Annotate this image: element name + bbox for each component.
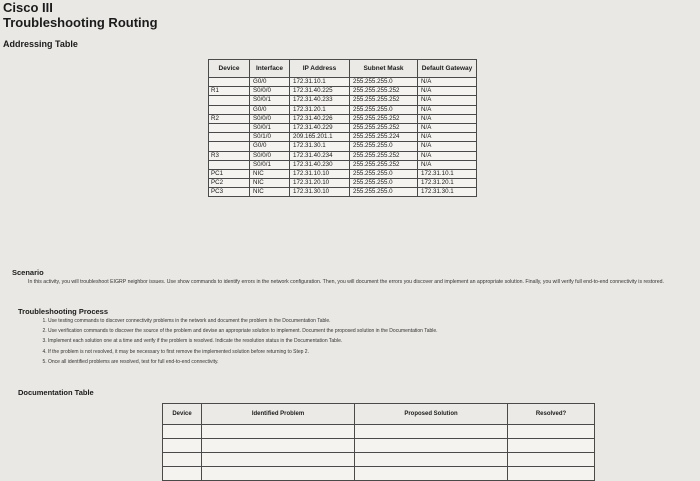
subnet-mask-cell: 255.255.255.0 [350, 169, 418, 178]
addressing-table-header [209, 60, 477, 78]
doc-col-resolved: Resolved? [508, 404, 595, 425]
interface-cell: NIC [250, 169, 290, 178]
ip-address-cell: 172.31.10.1 [290, 78, 350, 87]
ip-address-cell: 172.31.20.10 [290, 179, 350, 188]
interface-cell: S0/0/1 [250, 123, 290, 132]
gateway-cell: N/A [418, 133, 477, 142]
col-interface: Interface [250, 60, 290, 78]
gateway-cell: N/A [418, 87, 477, 96]
addressing-row [209, 188, 477, 197]
col-default-gateway: Default Gateway [418, 60, 477, 78]
documentation-cell [355, 425, 508, 439]
ip-address-cell: 172.31.30.1 [290, 142, 350, 151]
device-cell [209, 133, 250, 142]
ip-address-cell: 172.31.30.10 [290, 188, 350, 197]
documentation-cell [163, 439, 202, 453]
addressing-table [208, 59, 477, 197]
addressing-row [209, 142, 477, 151]
ip-address-cell: 172.31.40.225 [290, 87, 350, 96]
documentation-cell [508, 467, 595, 481]
course-title: Cisco III [3, 0, 53, 15]
documentation-cell [202, 453, 355, 467]
ip-address-cell: 172.31.20.1 [290, 105, 350, 114]
documentation-cell [163, 425, 202, 439]
ip-address-cell: 172.31.40.229 [290, 123, 350, 132]
documentation-cell [508, 425, 595, 439]
scenario-text: In this activity, you will troubleshoot EIGRP neighbor issues. Use show commands to identify errors in the network configuration. Then, you will document the errors you discover and implement an appropriate solution. Finally, you will verify full end-to-end connectivity is restored. [28, 279, 664, 285]
documentation-cell [355, 453, 508, 467]
gateway-cell: N/A [418, 78, 477, 87]
addressing-row [209, 114, 477, 123]
interface-cell: G0/0 [250, 142, 290, 151]
interface-cell: S0/0/1 [250, 96, 290, 105]
page-title: Troubleshooting Routing [3, 15, 158, 30]
documentation-cell [202, 425, 355, 439]
subnet-mask-cell: 255.255.255.252 [350, 151, 418, 160]
ip-address-cell: 172.31.40.230 [290, 160, 350, 169]
step-item: 4. If the problem is not resolved, it may be necessary to first remove the implemented solution before returning to Step 2. [48, 347, 668, 357]
addressing-row [209, 151, 477, 160]
device-cell: PC1 [209, 169, 250, 178]
interface-cell: G0/0 [250, 105, 290, 114]
documentation-cell [163, 453, 202, 467]
ip-address-cell: 209.165.201.1 [290, 133, 350, 142]
documentation-cell [508, 453, 595, 467]
documentation-row [163, 425, 595, 439]
process-heading: Troubleshooting Process [18, 307, 109, 316]
subnet-mask-cell: 255.255.255.252 [350, 160, 418, 169]
doc-col-problem: Identified Problem [202, 404, 355, 425]
device-cell: R2 [209, 114, 250, 123]
addressing-table-heading: Addressing Table [3, 39, 78, 49]
gateway-cell: N/A [418, 142, 477, 151]
subnet-mask-cell: 255.255.255.252 [350, 87, 418, 96]
doc-col-device: Device [163, 404, 202, 425]
addressing-row [209, 169, 477, 178]
documentation-table-header [163, 404, 595, 425]
subnet-mask-cell: 255.255.255.252 [350, 96, 418, 105]
device-cell: PC2 [209, 179, 250, 188]
documentation-table [162, 403, 595, 481]
device-cell [209, 96, 250, 105]
documentation-row [163, 453, 595, 467]
addressing-row [209, 87, 477, 96]
subnet-mask-cell: 255.255.255.252 [350, 123, 418, 132]
gateway-cell: N/A [418, 96, 477, 105]
device-cell: PC3 [209, 188, 250, 197]
col-subnet-mask: Subnet Mask [350, 60, 418, 78]
device-cell: R3 [209, 151, 250, 160]
process-steps [38, 316, 668, 367]
device-cell [209, 105, 250, 114]
interface-cell: S0/0/0 [250, 114, 290, 123]
documentation-cell [355, 467, 508, 481]
interface-cell: G0/0 [250, 78, 290, 87]
interface-cell: S0/0/0 [250, 87, 290, 96]
interface-cell: S0/0/0 [250, 151, 290, 160]
addressing-row [209, 105, 477, 114]
device-cell [209, 160, 250, 169]
documentation-cell [355, 439, 508, 453]
subnet-mask-cell: 255.255.255.0 [350, 78, 418, 87]
col-ip-address: IP Address [290, 60, 350, 78]
documentation-cell [508, 439, 595, 453]
addressing-row [209, 133, 477, 142]
subnet-mask-cell: 255.255.255.0 [350, 142, 418, 151]
subnet-mask-cell: 255.255.255.224 [350, 133, 418, 142]
gateway-cell: 172.31.30.1 [418, 188, 477, 197]
addressing-row [209, 179, 477, 188]
step-item: 1. Use testing commands to discover connectivity problems in the network and document the problem in the Documentation Table. [48, 316, 668, 326]
gateway-cell: N/A [418, 151, 477, 160]
device-cell [209, 142, 250, 151]
subnet-mask-cell: 255.255.255.0 [350, 179, 418, 188]
gateway-cell: 172.31.20.1 [418, 179, 477, 188]
doc-col-solution: Proposed Solution [355, 404, 508, 425]
device-cell [209, 123, 250, 132]
addressing-row [209, 96, 477, 105]
step-item: 5. Once all identified problems are resolved, test for full end-to-end connectivity. [48, 357, 668, 367]
subnet-mask-cell: 255.255.255.252 [350, 114, 418, 123]
documentation-row [163, 467, 595, 481]
documentation-table-body [163, 425, 595, 481]
step-item: 2. Use verification commands to discover the source of the problem and devise an appropriate solution to implement. Document the proposed solution in the Documentation Table. [48, 326, 668, 336]
documentation-cell [202, 467, 355, 481]
ip-address-cell: 172.31.40.233 [290, 96, 350, 105]
addressing-row [209, 123, 477, 132]
ip-address-cell: 172.31.40.226 [290, 114, 350, 123]
col-device: Device [209, 60, 250, 78]
scenario-heading: Scenario [12, 268, 44, 277]
interface-cell: NIC [250, 179, 290, 188]
interface-cell: S0/0/1 [250, 160, 290, 169]
device-cell: R1 [209, 87, 250, 96]
gateway-cell: N/A [418, 105, 477, 114]
addressing-row [209, 78, 477, 87]
documentation-cell [202, 439, 355, 453]
addressing-row [209, 160, 477, 169]
gateway-cell: 172.31.10.1 [418, 169, 477, 178]
documentation-row [163, 439, 595, 453]
subnet-mask-cell: 255.255.255.0 [350, 105, 418, 114]
addressing-table-body [209, 78, 477, 197]
gateway-cell: N/A [418, 123, 477, 132]
gateway-cell: N/A [418, 160, 477, 169]
subnet-mask-cell: 255.255.255.0 [350, 188, 418, 197]
gateway-cell: N/A [418, 114, 477, 123]
interface-cell: NIC [250, 188, 290, 197]
interface-cell: S0/1/0 [250, 133, 290, 142]
documentation-cell [163, 467, 202, 481]
ip-address-cell: 172.31.40.234 [290, 151, 350, 160]
device-cell [209, 78, 250, 87]
ip-address-cell: 172.31.10.10 [290, 169, 350, 178]
step-item: 3. Implement each solution one at a time and verify if the problem is resolved. Indicate the resolution status in the Documentation Table. [48, 336, 668, 346]
documentation-table-heading: Documentation Table [18, 388, 94, 397]
